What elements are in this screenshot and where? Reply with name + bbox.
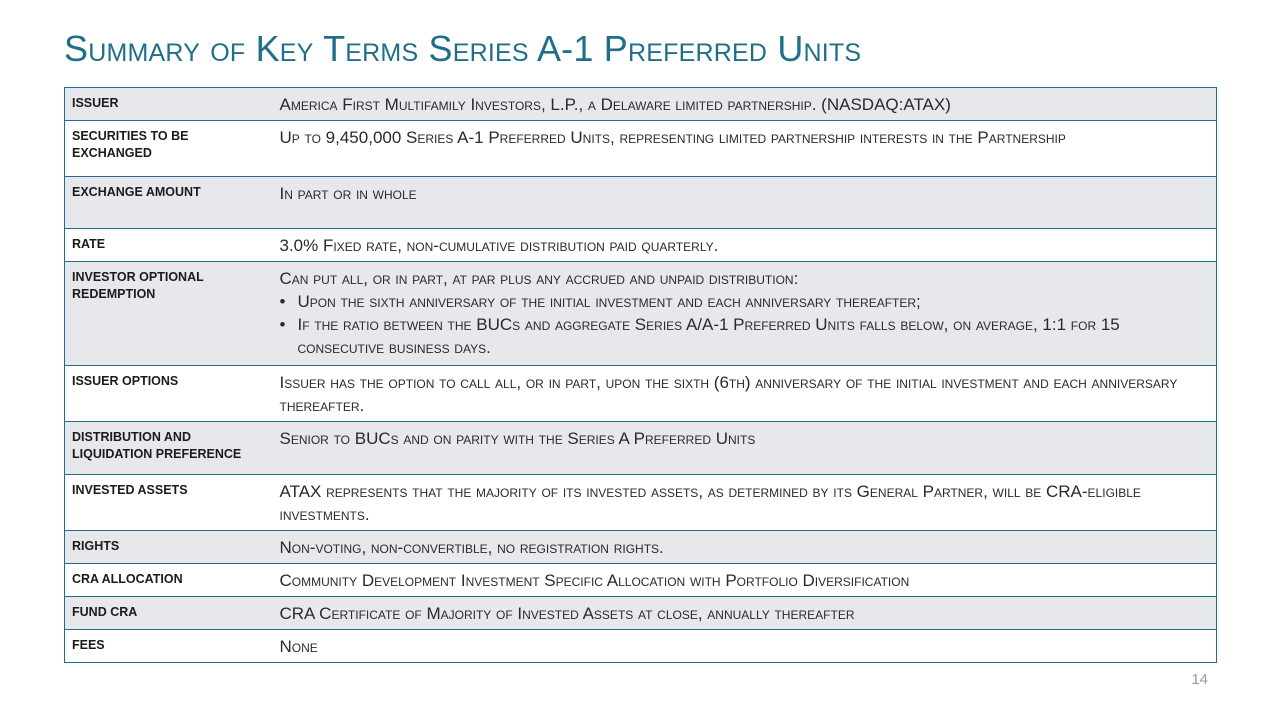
row-label: CRA ALLOCATION	[65, 564, 271, 597]
table-row	[65, 229, 1217, 262]
page-title: Summary of Key Terms Series A-1 Preferred Units	[64, 28, 862, 69]
bullet-item: • Upon the sixth anniversary of the initial investment and each anniversary thereafter;	[280, 290, 1197, 313]
table-row	[65, 630, 1217, 663]
table-row	[65, 475, 1217, 531]
row-label: INVESTOR OPTIONAL REDEMPTION	[65, 262, 271, 366]
row-value: Community Development Investment Specific Allocation with Portfolio Diversification	[271, 564, 1217, 597]
row-value: Senior to BUCs and on parity with the Series A Preferred Units	[271, 422, 1217, 475]
row-value	[271, 262, 1217, 366]
table-row	[65, 262, 1217, 366]
row-label: EXCHANGE AMOUNT	[65, 177, 271, 229]
table-row	[65, 422, 1217, 475]
row-label: ISSUER	[65, 88, 271, 121]
row-value: In part or in whole	[271, 177, 1217, 229]
table-row	[65, 177, 1217, 229]
table-row	[65, 597, 1217, 630]
row-label: DISTRIBUTION AND LIQUIDATION PREFERENCE	[65, 422, 271, 475]
row-label: RATE	[65, 229, 271, 262]
table-row	[65, 366, 1217, 422]
table-row	[65, 88, 1217, 121]
row-value: 3.0% Fixed rate, non-cumulative distribution paid quarterly.	[271, 229, 1217, 262]
row-label: RIGHTS	[65, 531, 271, 564]
row-value-intro: Can put all, or in part, at par plus any accrued and unpaid distribution:	[279, 269, 799, 288]
row-value: ATAX represents that the majority of its invested assets, as determined by its General Partner, will be CRA-eligible investments.	[271, 475, 1217, 531]
row-value: Non-voting, non-convertible, no registration rights.	[271, 531, 1217, 564]
row-label: ISSUER OPTIONS	[65, 366, 271, 422]
row-label: FUND CRA	[65, 597, 271, 630]
row-value: Up to 9,450,000 Series A-1 Preferred Units, representing limited partnership interests in the Partnership	[271, 121, 1217, 177]
page-number: 14	[1191, 671, 1208, 688]
table-row	[65, 121, 1217, 177]
row-label: INVESTED ASSETS	[65, 475, 271, 531]
row-value: America First Multifamily Investors, L.P., a Delaware limited partnership. (NASDAQ:ATAX)	[271, 88, 1217, 121]
row-label: SECURITIES TO BE EXCHANGED	[65, 121, 271, 177]
row-value: Issuer has the option to call all, or in part, upon the sixth (6th) anniversary of the initial investment and each anniversary thereafter.	[271, 366, 1217, 422]
table-row	[65, 531, 1217, 564]
row-value: CRA Certificate of Majority of Invested Assets at close, annually thereafter	[271, 597, 1217, 630]
bullet-item: • If the ratio between the BUCs and aggregate Series A/A-1 Preferred Units falls below, on average, 1:1 for 15 consecutive business days.	[280, 313, 1197, 359]
table-row	[65, 564, 1217, 597]
key-terms-table	[64, 87, 1217, 663]
row-label: FEES	[65, 630, 271, 663]
bullet-list	[280, 290, 1197, 359]
row-value: None	[271, 630, 1217, 663]
